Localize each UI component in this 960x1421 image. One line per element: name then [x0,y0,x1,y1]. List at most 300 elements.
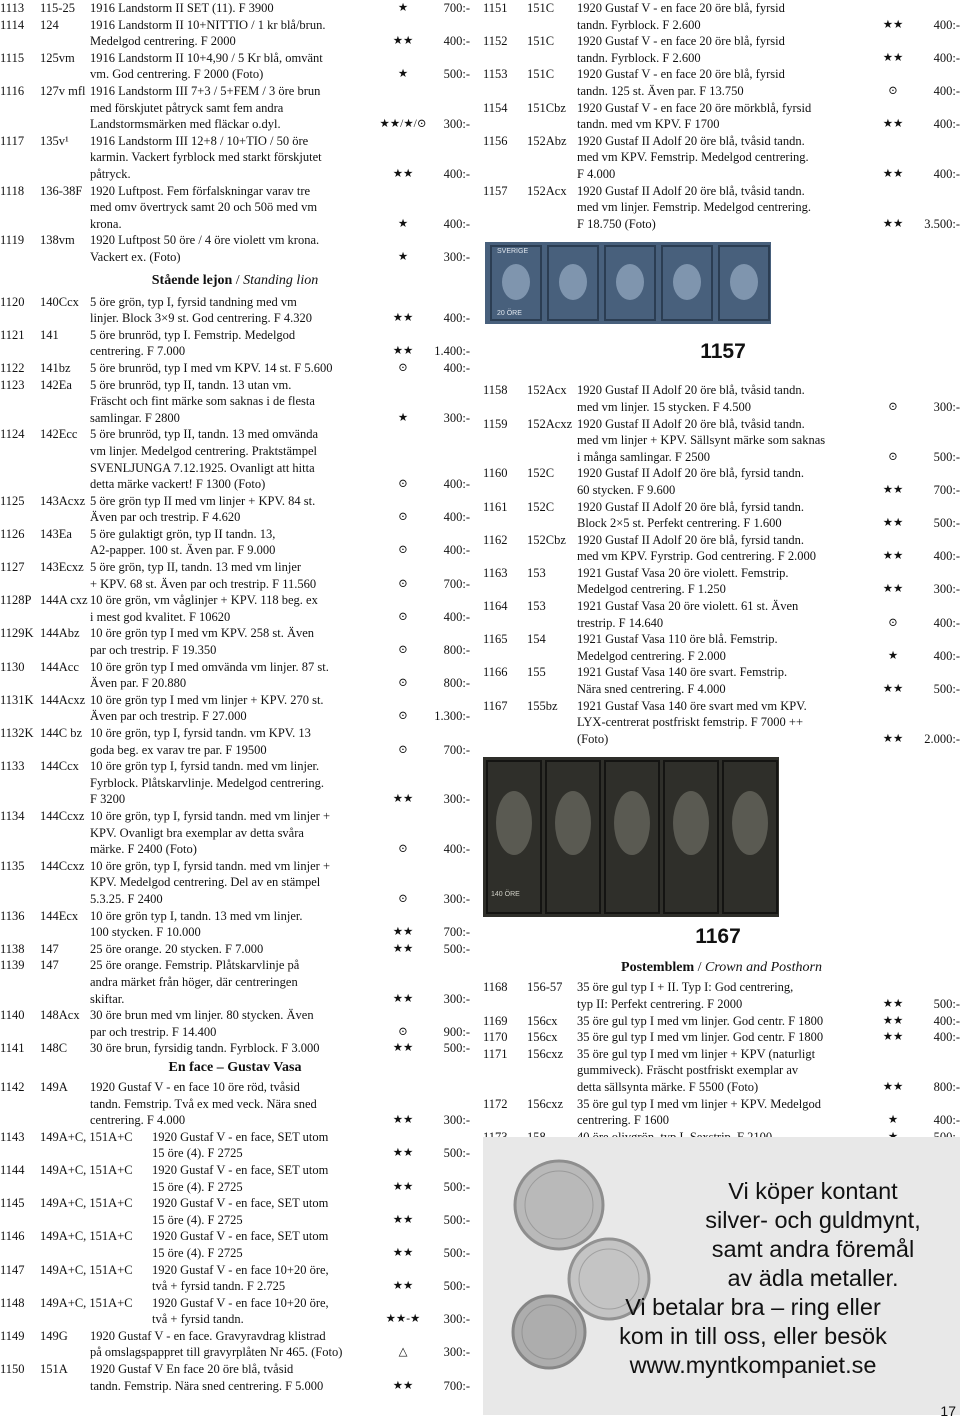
lot-number: 1140 [0,1008,25,1023]
lot-price: 500:- [443,1179,470,1194]
description-line: 15 öre (4). F 2725 [152,1146,243,1161]
lot-price: 3.500:- [924,216,960,231]
description-line: 5 öre grön typ II med vm linjer + KPV. 84 st. [90,493,316,508]
lot-number: 1172 [483,1096,508,1111]
description-line: par och trestrip. F 14.400 [90,1024,217,1039]
lot-description [577,133,859,183]
lot-description [90,1361,370,1394]
heading-standing-lion [0,272,470,290]
heading-sv: Stående lejon [151,272,233,288]
description-line: 10 öre grön, vm våglinjer + KPV. 118 beg. ex [90,593,318,608]
lot-number: 1118 [0,183,25,198]
lot-number: 1124 [0,427,25,442]
condition-grade: ★★ [882,1081,904,1093]
description-line: 1920 Gustaf V - en face 20 öre blå, fyrsid [577,34,785,49]
lot-description [90,493,370,526]
description-line: 1920 Gustaf V - en face 20 öre mörkblå, fyrsid [577,100,812,115]
lot-price: 500:- [443,67,470,82]
condition-grade: ⊙ [398,577,408,590]
condition-grade: ⊙ [398,1025,408,1038]
condition-grade: ★★-★ [385,1313,421,1326]
description-line: detta sällsynta märke. F 5500 (Foto) [577,1080,759,1094]
description-line: med vm linjer. Femstrip. Medelgod centrering. [577,200,811,215]
catalog-number: 152Abz [527,133,567,148]
condition-grade: ★★ [392,1147,414,1160]
description-line: 1921 Gustaf Vasa 20 öre violett. Femstrip. [577,565,789,580]
condition-grade: ★★ [882,517,904,530]
stamp-value: 20 ÖRE [497,310,522,318]
description-line: samlingar. F 2800 [90,410,180,425]
condition-grade: ★★ [392,992,414,1005]
catalog-number: 144Ccxz [40,809,85,823]
lot-description [90,17,370,50]
condition-grade: ⊙ [398,610,408,623]
lot-entry [483,979,960,1012]
lot-price: 900:- [443,1024,470,1039]
lot-price: 400:- [933,615,960,630]
lot-price: 400:- [443,34,470,49]
description-line: tandn. 125 st. Även par. F 13.750 [577,83,744,98]
lot-description [577,416,859,466]
description-line: 35 öre gul typ I med vm linjer. God centr. F 1800 [577,1013,824,1028]
lot-number: 1120 [0,294,25,309]
condition-grade: ★★ [882,583,904,596]
condition-grade: ⊙ [398,743,408,756]
lot-price: 700:- [933,482,960,497]
description-line: karmin. Vackert fyrblock med starkt förskjutet [90,150,322,165]
lot-number: 1133 [0,759,25,774]
description-line: 5.3.25. F 2400 [90,891,163,906]
lot-description [90,526,370,559]
description-line: SVENLJUNGA 7.12.1925. Ovanligt att hitta [90,460,315,475]
lot-group-landstorm [0,0,470,266]
right-column [483,0,960,1145]
description-line: Även par. F 20.880 [90,676,187,691]
lot-price: 300:- [443,891,470,906]
catalog-number: 115-25 [40,1,75,15]
description-line: 1921 Gustaf Vasa 140 öre svart. Femstrip. [577,665,788,680]
lot-description [152,1195,370,1228]
description-line: 5 öre brunröd, typ II, tandn. 13 med omvända [90,427,319,442]
condition-grade: ★★ [392,1114,414,1127]
lot-price: 400:- [443,543,470,558]
lot-description [152,1262,370,1295]
lot-entry [0,526,470,559]
description-line: krona. [90,216,122,231]
description-line: 1920 Gustaf V - en face, SET utom [152,1162,329,1177]
lot-price: 400:- [443,842,470,857]
lot-number: 1139 [0,958,25,973]
condition-grade: ★★ [882,550,904,563]
condition-grade: ⊙ [398,478,408,491]
description-line: med vm linjer. 15 stycken. F 4.500 [577,399,751,414]
lot-description [90,758,370,808]
description-line: Även par och trestrip. F 4.620 [90,510,241,525]
catalog-number: 149A+C, 151A+C [40,1162,133,1177]
catalog-number: 141 [40,327,59,342]
description-line: Block 2×5 st. Perfekt centrering. F 1.600 [577,516,782,531]
heading-separator: / [232,272,244,288]
lot-entry [483,183,960,233]
condition-grade: ★★ [392,793,414,806]
lot-entry [0,183,470,233]
lot-entry [0,625,470,658]
catalog-number: 144Ccxz [40,858,85,873]
catalog-number: 156cx [527,1030,558,1045]
condition-grade: ⊙ [888,400,898,413]
description-line: 5 öre grön, typ I, fyrsid tandning med vm [90,294,297,309]
lot-entry [0,377,470,427]
condition-grade: ★★ [392,312,414,325]
description-line: 1920 Gustaf V - en face, SET utom [152,1196,329,1211]
description-line: 1920 Gustaf II Adolf 20 öre blå, tvåsid tandn. [577,383,805,398]
condition-grade: ★★ [882,51,904,64]
lot-number: 1150 [0,1362,25,1377]
catalog-number: 153 [527,599,546,614]
condition-grade: ⊙ [398,710,408,723]
lot-price: 800:- [933,1080,960,1094]
description-line: Nära sned centrering. F 4.000 [577,682,726,697]
description-line: 25 öre orange. Femstrip. Plåtskarvlinje på [90,958,300,973]
description-line: 1920 Gustaf V - en face 10+20 öre, [152,1295,329,1310]
description-line: F 3200 [90,792,126,807]
condition-grade: ⊙ [398,511,408,524]
lot-number: 1136 [0,908,25,923]
description-line: 15 öre (4). F 2725 [152,1245,243,1260]
lot-description [90,327,370,360]
description-line: Fräscht och fint märke som saknas i de flesta [90,394,315,409]
lot-price: 400:- [443,609,470,624]
condition-grade: ⊙ [888,84,898,97]
stamp-strip-1157-labels [485,242,771,324]
lot-entry [483,631,960,664]
description-line: 35 öre gul typ I med vm linjer. God centr. F 1800 [577,1030,824,1045]
catalog-number: 148C [40,1041,68,1056]
lot-number: 1134 [0,809,25,823]
lot-price: 300:- [443,991,470,1006]
catalog-number: 135v¹ [40,133,69,148]
lot-entry [0,1007,470,1040]
lot-number: 1127 [0,560,25,575]
catalog-number: 152Acx [527,383,567,398]
lot-price: 400:- [443,216,470,231]
description-line: Landstormsmärken med fläckar o.dyl. [90,117,281,132]
heading-text: En face – Gustav Vasa [168,1059,302,1075]
lot-entry [483,598,960,631]
lot-number: 1148 [0,1295,25,1310]
lot-entry [0,133,470,183]
lot-number: 1145 [0,1196,25,1211]
description-line: vm. God centrering. F 2000 (Foto) [90,67,264,82]
lot-description [577,1013,859,1030]
lot-description [90,1007,370,1040]
lot-description [90,692,370,725]
description-line: 25 öre orange. 20 stycken. F 7.000 [90,941,264,956]
description-line: två + fyrsid tandn. [152,1312,244,1327]
lot-entry [0,758,470,808]
description-line: 1920 Gustaf V - en face 10 öre röd, tvåsid [90,1079,300,1094]
description-line: med vm KPV. Femstrip. Medelgod centrering. [577,150,809,165]
stamp-strip-1167-image [483,753,953,953]
description-line: Medelgod centrering. F 2.000 [577,648,726,663]
lot-description [577,1046,859,1096]
lot-entry [0,1195,470,1228]
description-line: på omslagspappret till gravyrplåten Nr 465. (Foto) [90,1345,343,1360]
lot-price: 500:- [443,1041,470,1056]
condition-grade: ★★ [392,1280,414,1293]
description-line: 1920 Gustaf V - en face, SET utom [152,1229,329,1244]
description-line: 100 stycken. F 10.000 [90,925,201,940]
description-line: par och trestrip. F 19.350 [90,643,217,658]
lot-number: 1153 [483,67,508,82]
lot-number: 1121 [0,327,25,342]
lot-group-gustaf-vasa [483,382,960,747]
lot-price: 1.300:- [434,709,470,724]
lot-price: 300:- [933,582,960,597]
lot-entry [483,100,960,133]
lot-number: 1125 [0,493,25,508]
catalog-number: 143Acxz [40,493,86,508]
lot-description [90,559,370,592]
heading-en: Standing lion [243,272,319,288]
lot-price: 400:- [933,83,960,98]
description-line: 30 öre brun med vm linjer. 80 stycken. Även [90,1008,314,1023]
lot-number: 1152 [483,34,508,49]
lot-description [90,232,370,265]
lot-price: 400:- [933,17,960,32]
lot-price: 500:- [933,682,960,697]
description-line: 1920 Gustaf II Adolf 20 öre blå, fyrsid tandn. [577,466,805,481]
lot-description [577,598,859,631]
lot-number: 1128P [0,593,32,608]
lot-entry [483,1096,960,1129]
lot-price: 300:- [443,1345,470,1360]
lot-entry [0,692,470,725]
lot-entry [483,133,960,183]
lot-price: 300:- [443,117,470,132]
lot-number: 1165 [483,632,508,647]
catalog-number: 152C [527,466,555,481]
description-line: 10 öre grön typ I med vm linjer + KPV. 270 st. [90,692,324,707]
condition-grade: ⊙ [398,644,408,657]
catalog-number: 155 [527,665,546,680]
condition-grade: ★★ [392,1379,414,1392]
lot-number: 1130 [0,659,25,674]
lot-price: 500:- [933,449,960,464]
description-line: 1920 Gustaf II Adolf 20 öre blå, fyrsid tandn. [577,499,805,514]
lot-description [90,1328,370,1361]
lot-number: 1129K [0,626,34,641]
catalog-number: 142Ea [40,377,72,392]
description-line: F 4.000 [577,166,616,181]
description-line: 60 stycken. F 9.600 [577,482,676,497]
catalog-number: 151C [527,67,555,82]
lot-number: 1115 [0,50,25,65]
lot-number: 1161 [483,499,508,514]
description-line: gummiveck). Fräscht postfriskt exemplar av [577,1063,799,1078]
ad-line: kom in till oss, eller besök [619,1323,887,1349]
catalog-number: 156cxz [527,1046,564,1061]
lot-description [577,532,859,565]
description-line: typ II: Perfekt centrering. F 2000 [577,997,743,1012]
photo-1167 [483,753,960,953]
description-line: 1920 Gustaf V - en face, SET utom [152,1129,329,1144]
lot-entry [0,659,470,692]
condition-grade: ★★ [392,167,414,180]
page-number: 17 [940,1403,956,1419]
photo-caption-1167: 1167 [695,925,741,949]
lot-entry [483,698,960,748]
description-line: centrering. F 4.000 [90,1113,186,1128]
lot-description [90,1040,370,1057]
description-line: 1920 Gustaf II Adolf 20 öre blå, fyrsid tandn. [577,532,805,547]
description-line: andra märket från höger, där centreringen [90,974,298,989]
lot-description [577,631,859,664]
lot-description [577,1096,859,1129]
condition-grade: ★★ [882,167,904,180]
lot-description [577,66,859,99]
lot-price: 1.400:- [434,344,470,359]
lot-entry [483,664,960,697]
lot-entry [483,416,960,466]
lot-number: 1114 [0,17,25,32]
catalog-number: 144A cxz [40,593,88,608]
description-line: 15 öre (4). F 2725 [152,1179,243,1194]
lot-number: 1160 [483,466,508,481]
lot-description [90,908,370,941]
heading-en: Crown and Posthorn [705,960,822,976]
lot-price: 400:- [443,510,470,525]
lot-entry [0,17,470,50]
lot-entry [0,0,470,17]
description-line: vm linjer. Medelgod centrering. Praktstämpel [90,443,318,458]
lot-description [577,0,859,33]
catalog-number: 149A+C, 151A+C [40,1229,133,1244]
lot-price: 400:- [933,117,960,132]
catalog-number: 147 [40,941,59,956]
lot-entry [0,957,470,1007]
lot-entry [0,908,470,941]
description-line: påtryck. [90,166,131,181]
lot-price: 500:- [933,997,960,1012]
lot-entry [0,1328,470,1361]
lot-description [90,426,370,492]
lot-entry [483,66,960,99]
lot-entry [0,1361,470,1394]
catalog-number: 149A+C, 151A+C [40,1129,133,1144]
lot-price: 400:- [443,477,470,492]
ad-line: Vi köper kontant [728,1178,898,1204]
lot-price: 400:- [443,360,470,375]
catalog-number: 136-38F [40,183,83,198]
catalog-number: 151C [527,1,555,15]
lot-number: 1141 [0,1041,25,1056]
photo-caption-1157: 1157 [700,340,746,364]
lot-entry [0,232,470,265]
lot-number: 1159 [483,416,508,431]
description-line: + KPV. 68 st. Även par och trestrip. F 11.560 [90,576,317,591]
ad-website-link[interactable]: www.myntkompaniet.se [629,1352,877,1378]
lot-entry [483,0,960,33]
lot-entry [483,33,960,66]
lot-price: 400:- [443,166,470,181]
condition-grade: ★ [397,68,409,81]
lot-description [90,625,370,658]
lot-price: 400:- [933,166,960,181]
lot-description [577,100,859,133]
condition-grade: ★★ [392,1042,414,1055]
catalog-number: 151Cbz [527,100,566,115]
description-line: 30 öre brun, fyrsidig tandn. Fyrblock. F 3.000 [90,1041,320,1056]
lot-description [577,499,859,532]
lot-price: 500:- [443,1279,470,1294]
catalog-number: 155bz [527,698,558,713]
lot-entry [483,465,960,498]
lot-entry [0,559,470,592]
description-line: 5 öre gulaktigt grön, typ II tandn. 13, [90,526,276,541]
description-line: två + fyrsid tandn. F 2.725 [152,1279,286,1294]
description-line: KPV. Medelgod centrering. Del av en stämpel [90,875,321,890]
lot-description [90,183,370,233]
lot-number: 1169 [483,1013,508,1028]
lot-number: 1157 [483,183,508,198]
lot-description [90,50,370,83]
lot-description [90,1079,370,1129]
description-line: med vm KPV. Fyrstrip. God centrering. F 2.000 [577,549,816,564]
lot-group-gustaf-adolf [483,0,960,232]
ad-text-top [663,1177,960,1293]
lot-entry [0,426,470,492]
lot-description [90,858,370,908]
description-line: 1916 Landstorm II SET (11). F 3900 [90,1,274,15]
lot-description [152,1228,370,1261]
lot-number: 1164 [483,599,508,614]
lot-description [90,725,370,758]
lot-number: 1138 [0,941,25,956]
description-line: 15 öre (4). F 2725 [152,1212,243,1227]
condition-grade: ★★ [882,1014,904,1027]
lot-entry [0,360,470,377]
lot-entry [483,532,960,565]
condition-grade: ★★ [882,683,904,696]
lot-description [152,1129,370,1162]
heading-postemblem [483,959,960,977]
lot-price: 400:- [443,311,470,326]
lot-number: 1142 [0,1079,25,1094]
description-line: 1920 Gustaf II Adolf 20 öre blå, tvåsid tandn. [577,416,805,431]
condition-grade: ★ [397,250,409,263]
description-line: med förskjutet påtryck samt fem andra [90,100,284,115]
lot-entry [0,50,470,83]
catalog-number: 144C bz [40,726,83,741]
condition-grade: ★★ [882,217,904,230]
lot-number: 1122 [0,360,25,375]
lot-entry [0,327,470,360]
lot-entry [483,382,960,415]
lot-number: 1163 [483,565,508,580]
stamp-value: 140 ÖRE [491,891,520,899]
description-line: 1920 Luftpost 50 öre / 4 öre violett vm krona. [90,233,320,248]
lot-description [577,33,859,66]
lot-entry [0,941,470,958]
lot-description [90,133,370,183]
description-line: goda beg. ex varav tre par. F 19500 [90,742,267,757]
catalog-number: 144Acc [40,659,79,674]
catalog-number: 143Ecxz [40,560,84,575]
condition-grade: ★★ [392,1180,414,1193]
catalog-number: 138vm [40,233,75,248]
description-line: Vackert ex. (Foto) [90,249,181,264]
